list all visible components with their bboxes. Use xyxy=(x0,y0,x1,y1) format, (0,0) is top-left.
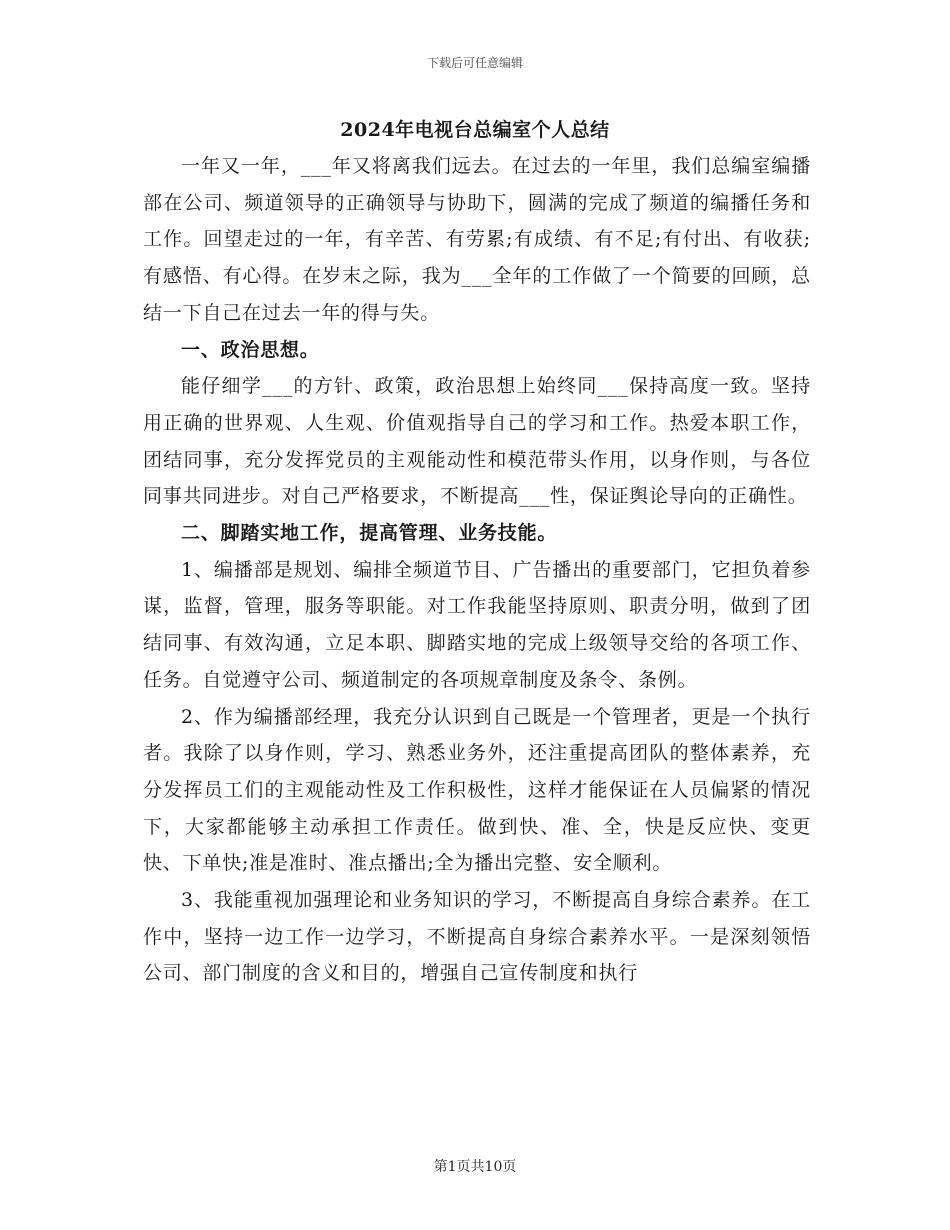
document-body xyxy=(143,148,811,992)
section-heading-work: 二、脚踏实地工作，提高管理、业务技能。 xyxy=(181,522,558,545)
paragraph-item-3: 3、我能重视加强理论和业务知识的学习，不断提高自身综合素养。在工作中，坚持一边工作一边学习，不断提高自身综合素养水平。一是深刻领悟公司、部门制度的含义和目的，增强自己宣传制度和执行 xyxy=(143,889,811,985)
paragraph-item-1: 1、编播部是规划、编排全频道节目、广告播出的重要部门，它担负着参谋，监督，管理，服务等职能。对工作我能坚持原则、职责分明，做到了团结同事、有效沟通，立足本职、脚踏实地的完成上级领导交给的各项工作、任务。自觉遵守公司、频道制定的各项规章制度及条令、条例。 xyxy=(143,558,811,691)
section-heading-political: 一、政治思想。 xyxy=(181,338,320,361)
paragraph-item-2: 2、作为编播部经理，我充分认识到自己既是一个管理者，更是一个执行者。我除了以身作则，学习、熟悉业务外，还注重提高团队的整体素养，充分发挥员工们的主观能动性及工作积极性，这样才能保证在人员偏紧的情况下，大家都能够主动承担工作责任。做到快、准、全，快是反应快、变更快、下单快;准是准时、准点播出;全为播出完整、安全顺利。 xyxy=(143,705,811,875)
paragraph-intro: 一年又一年，___年又将离我们远去。在过去的一年里，我们总编室编播部在公司、频道领导的正确领导与协助下，圆满的完成了频道的编播任务和工作。回望走过的一年，有辛苦、有劳累;有成绩、有不足;有付出、有收获;有感悟、有心得。在岁末之际，我为___全年的工作做了一个简要的回顾，总结一下自己在过去一年的得与失。 xyxy=(143,155,811,324)
page-footer: 第1页共10页 xyxy=(433,1159,517,1175)
document-title: 2024年电视台总编室个人总结 xyxy=(340,119,610,141)
header-note: 下载后可任意编辑 xyxy=(426,56,523,70)
paragraph-political: 能仔细学___的方针、政策，政治思想上始终同___保持高度一致。坚持用正确的世界观、人生观、价值观指导自己的学习和工作。热爱本职工作，团结同事，充分发挥党员的主观能动性和模范带头作用，以身作则，与各位同事共同进步。对自己严格要求，不断提高___性，保证舆论导向的正确性。 xyxy=(143,375,811,508)
